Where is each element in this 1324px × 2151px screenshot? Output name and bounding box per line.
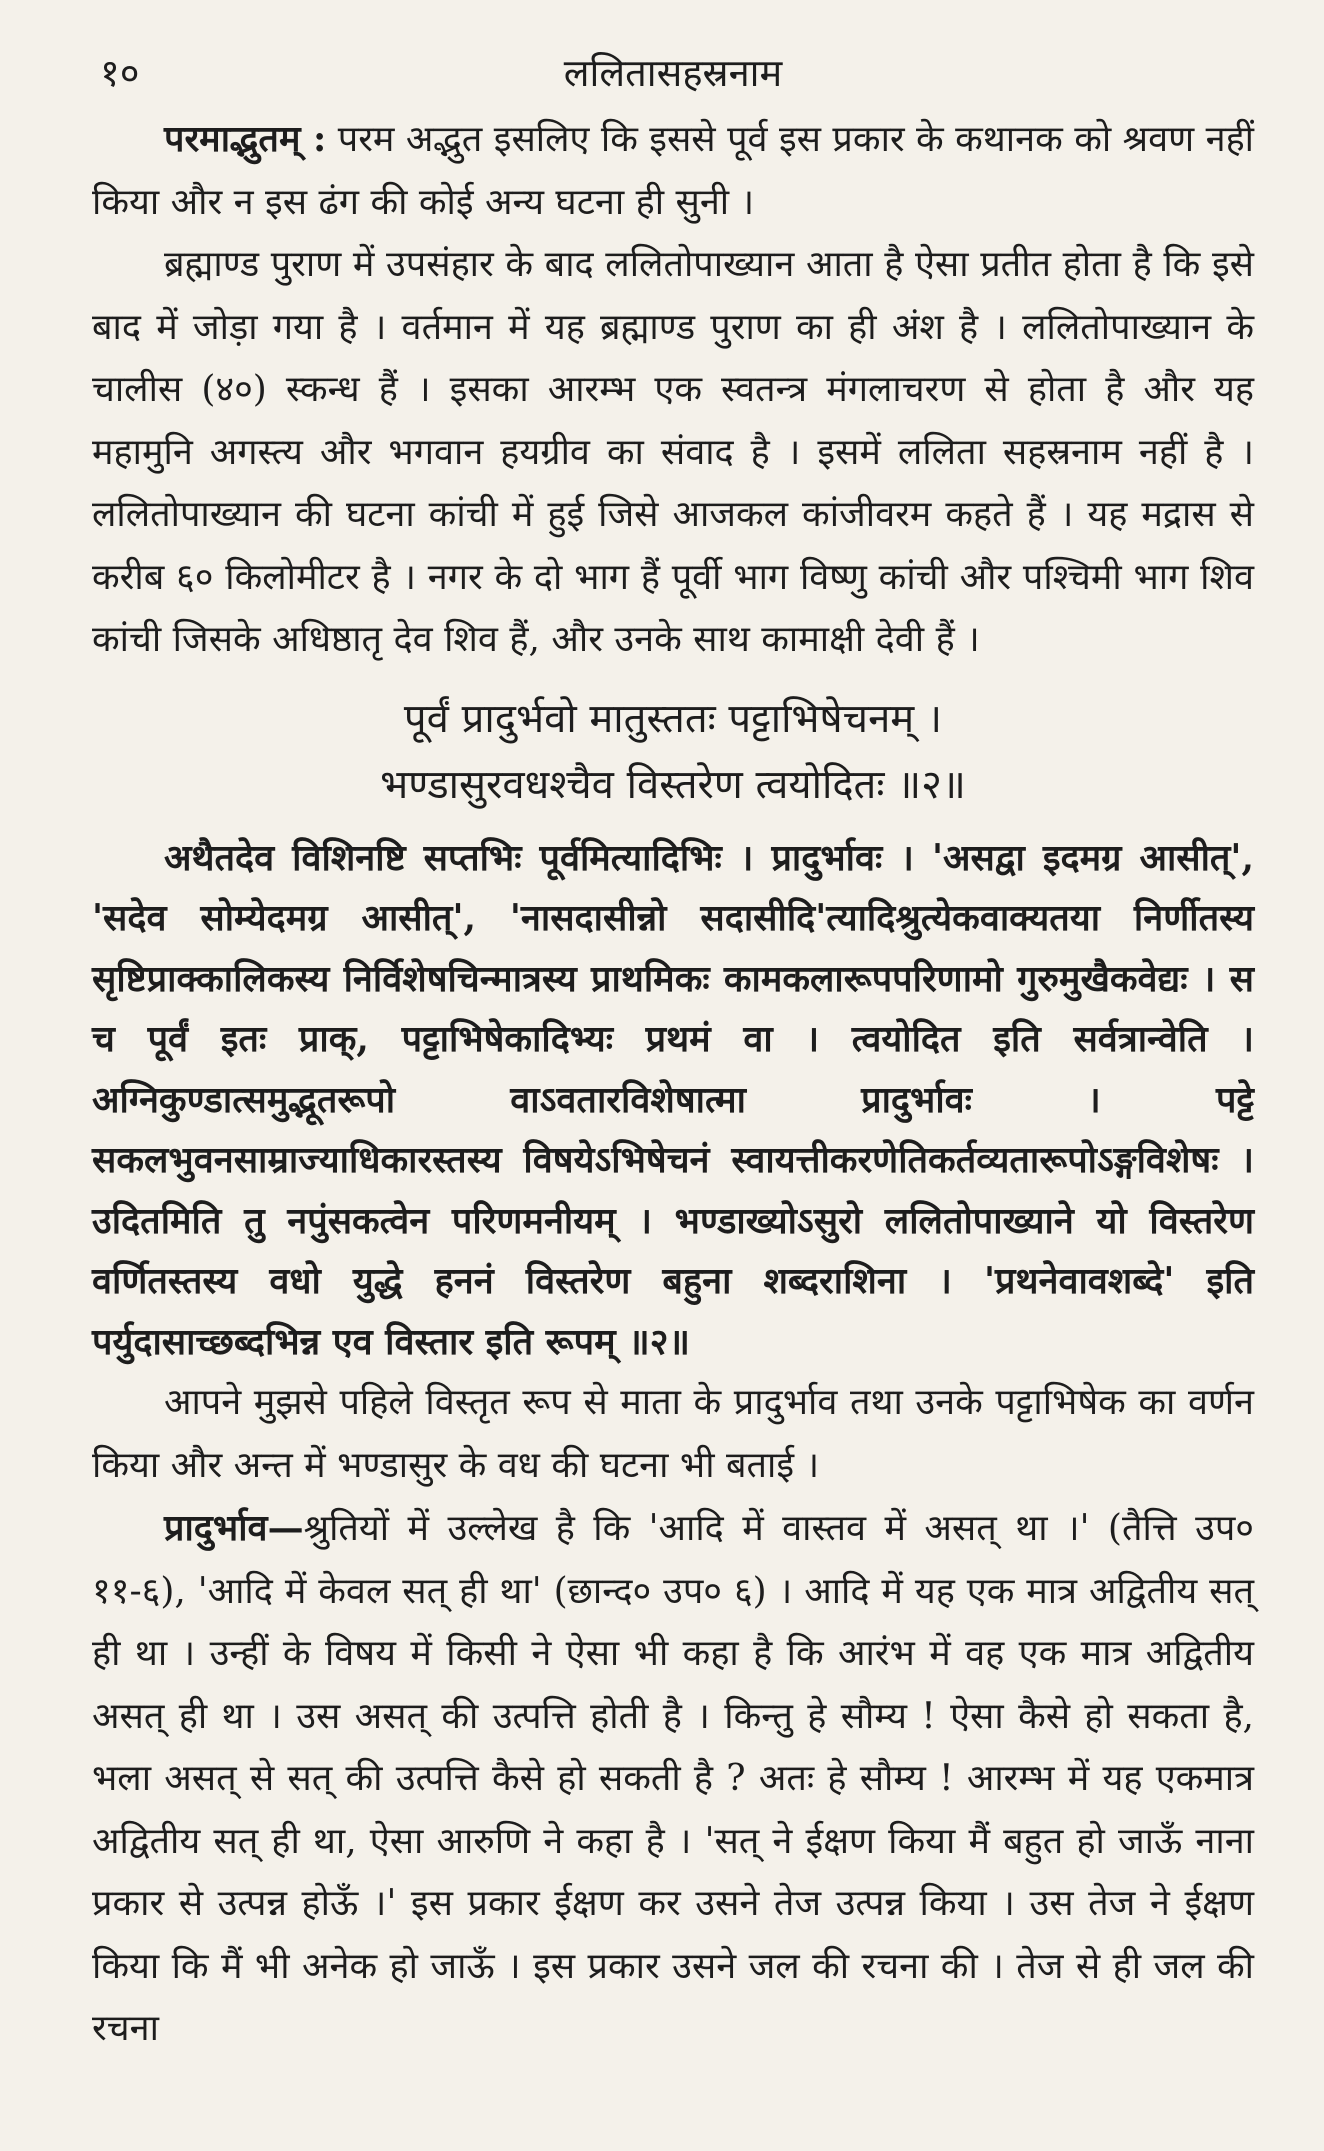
paragraph-paramadbhutam bbox=[92, 108, 1254, 234]
running-title: ललितासहस्रनाम bbox=[563, 51, 783, 95]
page-number: १० bbox=[100, 51, 140, 95]
paragraph-text: परम अद्भुत इसलिए कि इससे पूर्व इस प्रकार के कथानक को श्रवण नहीं किया और न इस ढंग की कोई अन्य घटना ही सुनी । bbox=[92, 119, 1255, 223]
paragraph-hindi-translation: आपने मुझसे पहिले विस्तृत रूप से माता के प्रादुर्भाव तथा उनके पट्टाभिषेक का वर्णन किया और अन्त में भण्डासुर के वध की घटना भी बताई । bbox=[92, 1382, 1254, 1486]
sanskrit-verse bbox=[92, 686, 1254, 818]
term-paramadbhutam: परमाद्भुतम् : bbox=[164, 118, 327, 160]
paragraph-brahmanda-purana: ब्रह्माण्ड पुराण में उपसंहार के बाद ललितोपाख्यान आता है ऐसा प्रतीत होता है कि इसे बाद में जोड़ा गया है । वर्तमान में यह ब्रह्माण्ड पुराण का ही अंश है । ललितोपाख्यान के चालीस (४०) स्कन्ध हैं । इसका आरम्भ एक स्वतन्त्र मंगलाचरण से होता है और यह महामुनि अगस्त्य और भगवान हयग्रीव का संवाद है । इसमें ललिता सहस्रनाम नहीं है । ललितोपाख्यान की घटना कांची में हुई जिसे आजकल कांजीवरम कहते हैं । यह मद्रास से करीब ६० किलोमीटर है । नगर के दो भाग हैं पूर्वी भाग विष्णु कांची और पश्चिमी भाग शिव कांची जिसके अधिष्ठातृ देव शिव हैं, और उनके साथ कामाक्षी देवी हैं । bbox=[92, 244, 1254, 660]
page-header bbox=[92, 38, 1254, 108]
term-pradurbhava: प्रादुर्भाव— bbox=[164, 1507, 304, 1549]
sanskrit-commentary: अथैतदेव विशिनष्टि सप्तभिः पूर्वमित्यादिभिः । प्रादुर्भावः । 'असद्वा इदमग्र आसीत्', 'सदेव सोम्येदमग्र आसीत्', 'नासदासीन्नो सदासीदि'त्यादिश्रुत्येकवाक्यतया निर्णीतस्य सृष्टिप्राक्कालिकस्य निर्विशेषचिन्मात्रस्य प्राथमिकः कामकलारूपपरिणामो गुरुमुखैकवेद्यः । स च पूर्वं इतः प्राक्, पट्टाभिषेकादिभ्यः प्रथमं वा । त्वयोदित इति सर्वत्रान्वेति । अग्निकुण्डात्समुद्भूतरूपो वाऽवतारविशेषात्मा प्रादुर्भावः । पट्टे सकलभुवनसाम्राज्याधिकारस्तस्य विषयेऽभिषेचनं स्वायत्तीकरणेतिकर्तव्यतारूपोऽङ्गविशेषः । उदितमिति तु नपुंसकत्वेन परिणमनीयम् । भण्डाख्योऽसुरो ललितोपाख्याने यो विस्तरेण वर्णितस्तस्य वधो युद्धे हननं विस्तरेण बहुना शब्दराशिना । 'प्रथनेवावशब्दे' इति पर्युदासाच्छब्दभिन्न एव विस्तार इति रूपम् ॥२॥ bbox=[92, 836, 1254, 1363]
verse-line-2: भण्डासुरवधश्चैव विस्तरेण त्वयोदितः ॥२॥ bbox=[380, 761, 966, 808]
paragraph-text: श्रुतियों में उल्लेख है कि 'आदि में वास्तव में असत् था ।' (तैत्ति उप० ११-६), 'आदि में केवल सत् ही था' (छान्द० उप० ६) । आदि में यह एक मात्र अद्वितीय सत् ही था । उन्हीं के विषय में किसी ने ऐसा भी कहा है कि आरंभ में वह एक मात्र अद्वितीय असत् ही था । उस असत् की उत्पत्ति होती है । किन्तु हे सौम्य ! ऐसा कैसे हो सकता है, भला असत् से सत् की उत्पत्ति कैसे हो सकती है ? अतः हे सौम्य ! आरम्भ में यह एकमात्र अद्वितीय सत् ही था, ऐसा आरुणि ने कहा है । 'सत् ने ईक्षण किया मैं बहुत हो जाऊँ नाना प्रकार से उत्पन्न होऊँ ।' इस प्रकार ईक्षण कर उसने तेज उत्पन्न किया । उस तेज ने ईक्षण किया कि मैं भी अनेक हो जाऊँ । इस प्रकार उसने जल की रचना की । तेज से ही जल की रचना bbox=[92, 1508, 1254, 2049]
verse-line-1: पूर्वं प्रादुर्भवो मातुस्ततः पट्टाभिषेचनम् । bbox=[403, 695, 943, 742]
paragraph-pradurbhava bbox=[92, 1497, 1254, 2061]
